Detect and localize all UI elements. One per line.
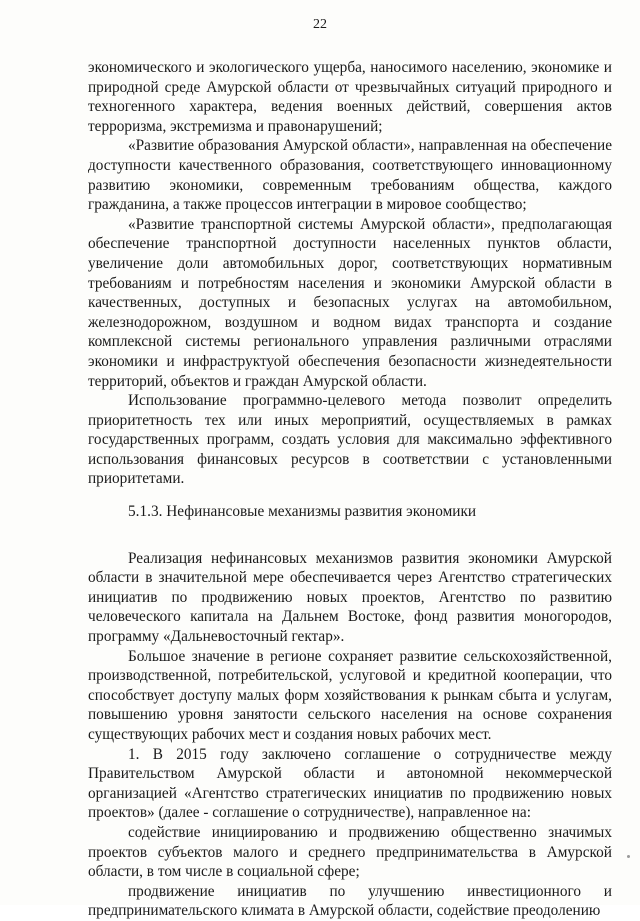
paragraph-education-program: «Развитие образования Амурской области», направленная на обеспечение доступности качественного образования, соответствующего инновационному развитию экономики, современным требованиям общества, каждого гражданина, а также процессов интеграции в мировое сообщество; (88, 137, 612, 214)
paragraph-nonfinancial-mechanisms: Реализация нефинансовых механизмов развития экономики Амурской области в значительной мере обеспечивается через Агентство стратегических инициатив по продвижению новых проектов, Агентство по развитию человеческого капитала на Дальнем Востоке, фонд развития моногородов, программу «Дальневосточный гектар». (88, 549, 612, 646)
document-body (88, 58, 612, 921)
paragraph-transport-program: «Развитие транспортной системы Амурской области», предполагающая обеспечение транспортной доступности населенных пунктов области, увеличение доли автомобильных дорог, соответствующих нормативным требованиям и потребностям населения и экономики Амурской области в качественных, доступных и безопасных услугах на автомобильном, железнодорожном, воздушном и водном видах транспорта и создание комплексной системы регионального управления различными отраслями экономики и инфраструктуой обеспечения безопасности жизнедеятельности территорий, объектов и граждан Амурской области. (88, 215, 612, 390)
scan-dot-mark (627, 855, 630, 858)
page-number: 22 (313, 17, 327, 32)
paragraph-continuation: экономического и экологического ущерба, наносимого населению, экономике и природной среде Амурской области от чрезвычайных ситуаций природного и техногенного характера, ведения военных действий, совершения актов терроризма, экстремизма и правонарушений; (88, 59, 612, 135)
paragraph-agreement-2015: 1. В 2015 году заключено соглашение о сотрудничестве между Правительством Амурской области и автономной некоммерческой организацией «Агентство стратегических инициатив по продвижению новых проектов» (далее - соглашение о сотрудничестве), направленное на: (88, 745, 612, 822)
list-item-initiatives: продвижение инициатив по улучшению инвестиционного и предпринимательского климата в Амурской области, содействие преодолению (88, 882, 612, 920)
paragraph-cooperation: Большое значение в регионе сохраняет развитие сельскохозяйственной, производственной, потребительской, услуговой и кредитной кооперации, что способствует доступу малых форм хозяйствования к рынкам сбыта и услугам, повышению уровня занятости сельского населения на основе сохранения существующих рабочих мест и создания новых рабочих мест. (88, 647, 612, 743)
list-item-project-promotion: содействие инициированию и продвижению общественно значимых проектов субъектов малого и среднего предпринимательства в Амурской области, в том числе в социальной сфере; (88, 823, 612, 881)
paragraph-program-method: Использование программно-целевого метода позволит определить приоритетность тех или иных мероприятий, осуществляемых в рамках государственных программ, создать условия для максимально эффективного использования финансовых ресурсов в соответствии с установленными приоритетами. (88, 392, 612, 488)
section-heading: 5.1.3. Нефинансовые механизмы развития экономики (128, 503, 477, 521)
